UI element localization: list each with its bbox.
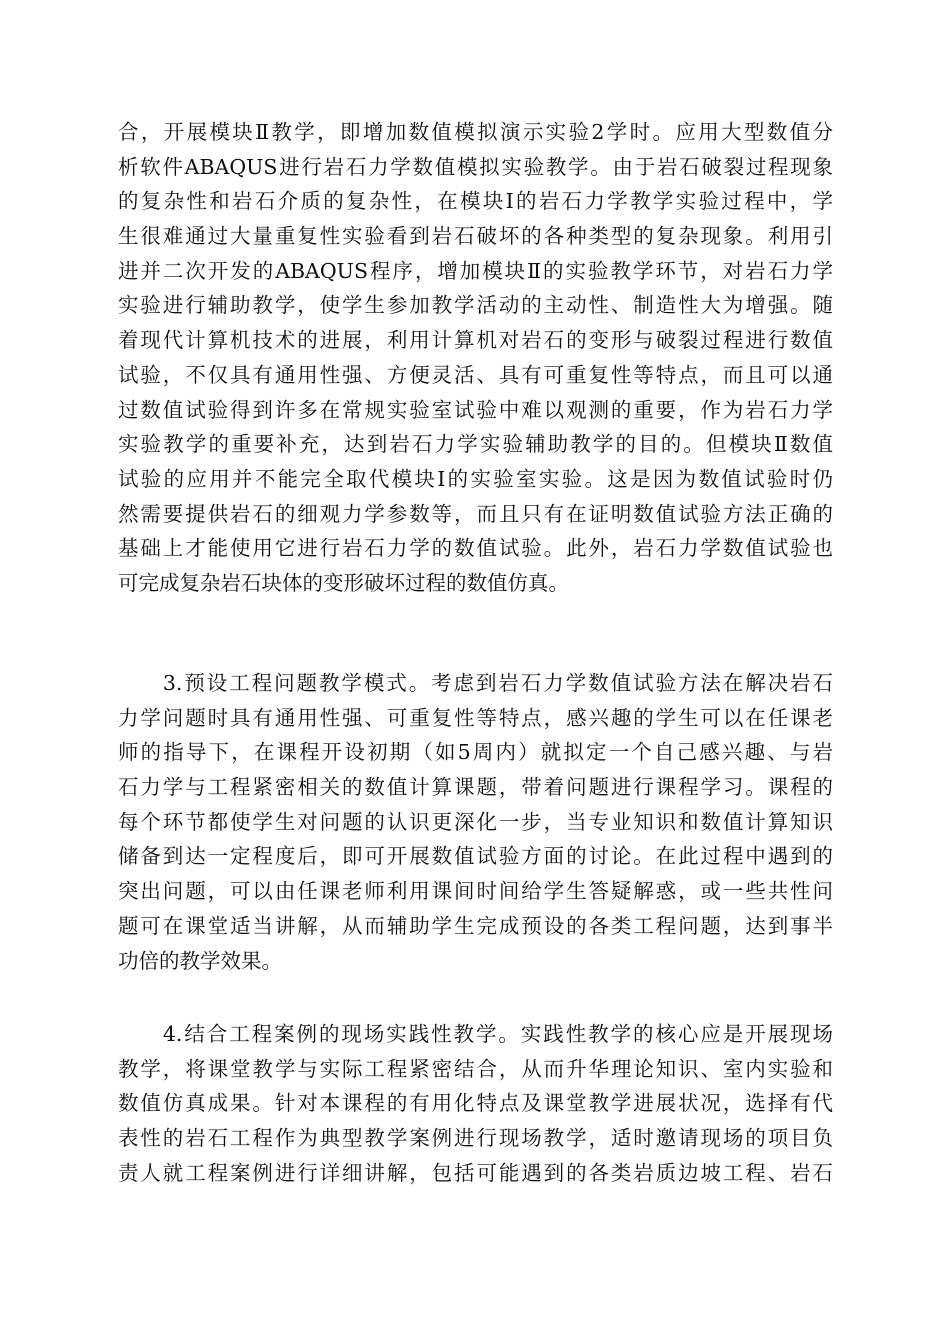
- text-line: 每个环节都使学生对问题的认识更深化一步，当专业知识和数值计算知识: [118, 809, 833, 834]
- text-line: 基础上才能使用它进行岩石力学的数值试验。此外，岩石力学数值试验也: [118, 536, 833, 561]
- text-line: 实验教学的重要补充，达到岩石力学实验辅助教学的目的。但模块Ⅱ数值: [118, 432, 833, 457]
- paragraph-numerical-simulation: [118, 115, 833, 601]
- text-line: 试验的应用并不能完全取代模块Ⅰ的实验室实验。这是因为数值试验时仍: [118, 466, 833, 491]
- text-line: 生很难通过大量重复性实验看到岩石破坏的各种类型的复杂现象。利用引: [118, 224, 833, 249]
- text-line: 然需要提供岩石的细观力学参数等，而且只有在证明数值试验方法正确的: [118, 501, 833, 526]
- text-line: 合，开展模块Ⅱ教学，即增加数值模拟演示实验2学时。应用大型数值分: [118, 120, 833, 144]
- text-line: 试验，不仅具有通用性强、方便灵活、具有可重复性等特点，而且可以通: [118, 362, 833, 387]
- text-line: 石力学与工程紧密相关的数值计算课题，带着问题进行课程学习。课程的: [118, 775, 833, 800]
- text-line: 力学问题时具有通用性强、可重复性等特点，感兴趣的学生可以在任课老: [118, 705, 833, 730]
- text-line: 数值仿真成果。针对本课程的有用化特点及课堂教学进展状况，选择有代: [118, 1091, 833, 1116]
- text-line: 着现代计算机技术的进展，利用计算机对岩石的变形与破裂过程进行数值: [118, 328, 833, 353]
- text-line: 4.结合工程案例的现场实践性教学。实践性教学的核心应是开展现场: [118, 1022, 833, 1046]
- text-line: 责人就工程案例进行详细讲解，包括可能遇到的各类岩质边坡工程、岩石: [118, 1160, 833, 1185]
- text-line: 表性的岩石工程作为典型教学案例进行现场教学，适时邀请现场的项目负: [118, 1126, 833, 1151]
- text-line: 教学，将课堂教学与实际工程紧密结合，从而升华理论知识、室内实验和: [118, 1056, 833, 1081]
- text-line: 题可在课堂适当讲解，从而辅助学生完成预设的各类工程问题，达到事半: [118, 913, 833, 938]
- text-line: 可完成复杂岩石块体的变形破坏过程的数值仿真。: [118, 570, 569, 595]
- paragraph-field-practice-teaching: [118, 1017, 833, 1190]
- paragraph-preset-engineering-problems: [118, 666, 833, 978]
- text-line: 师的指导下，在课程开设初期（如5周内）就拟定一个自己感兴趣、与岩: [118, 740, 833, 765]
- text-line: 实验进行辅助教学，使学生参加教学活动的主动性、制造性大为增强。随: [118, 293, 833, 318]
- text-line: 进并二次开发的ABAQUS程序，增加模块Ⅱ的实验教学环节，对岩石力学: [118, 258, 833, 283]
- text-line: 的复杂性和岩石介质的复杂性，在模块Ⅰ的岩石力学教学实验过程中，学: [118, 189, 833, 214]
- text-line: 析软件ABAQUS进行岩石力学数值模拟实验教学。由于岩石破裂过程现象: [118, 154, 833, 179]
- text-line: 过数值试验得到许多在常规实验室试验中难以观测的重要，作为岩石力学: [118, 397, 833, 422]
- text-line: 突出问题，可以由任课老师利用课间时间给学生答疑解惑，或一些共性问: [118, 879, 833, 904]
- text-line: 3.预设工程问题教学模式。考虑到岩石力学数值试验方法在解决岩石: [118, 671, 833, 695]
- text-line: 功倍的教学效果。: [118, 948, 282, 973]
- text-line: 储备到达一定程度后，即可开展数值试验方面的讨论。在此过程中遇到的: [118, 844, 833, 869]
